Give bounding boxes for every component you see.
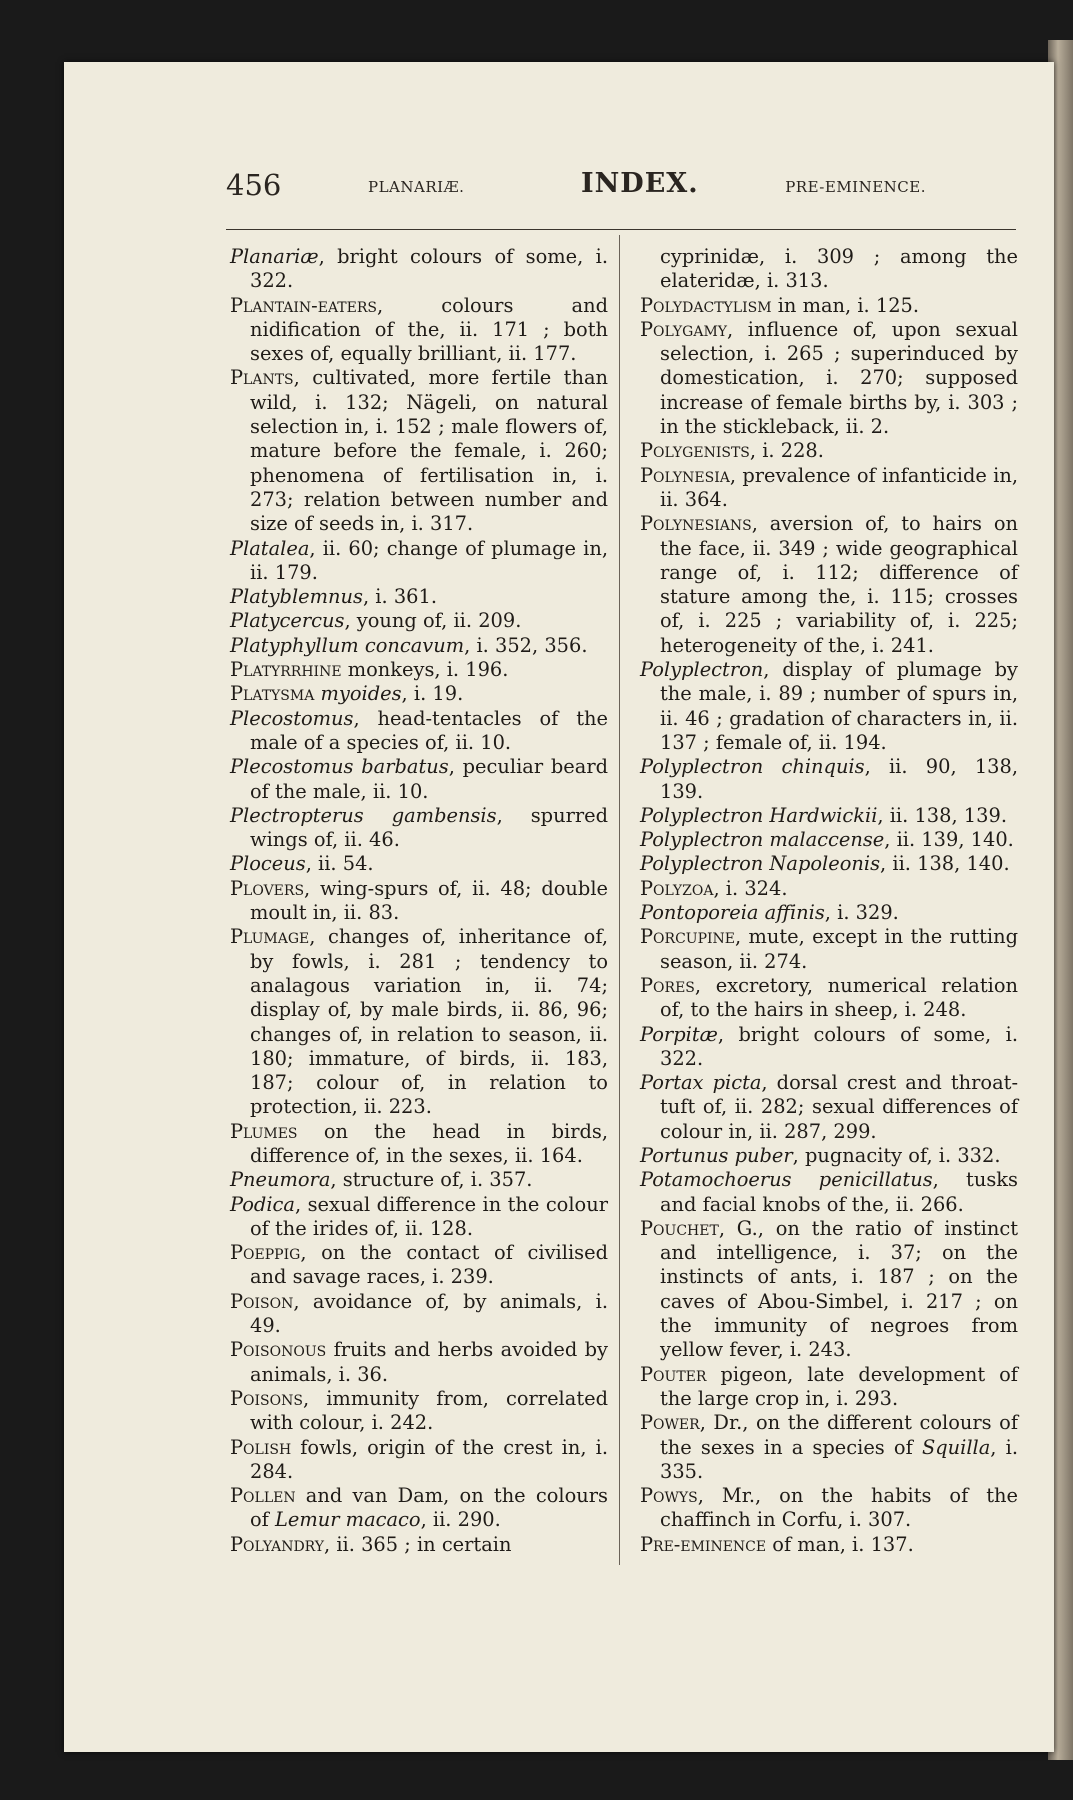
entry-heading: Poison xyxy=(230,1289,294,1313)
entry-heading: Polygamy xyxy=(640,317,728,341)
entry-text: , i. 228. xyxy=(749,439,824,463)
entry-text: , dorsal crest and throat-tuft of, ii. 282; sexual differences of colour in, ii. 287, 299. xyxy=(660,1071,1018,1143)
entry-heading: Polydactylism xyxy=(640,293,772,317)
index-entry xyxy=(640,1363,1018,1412)
entry-text: , Mr., on the habits of the chaffinch in Corfu, i. 307. xyxy=(660,1484,1018,1532)
entry-text: , ii. 138, 139. xyxy=(877,803,1007,827)
index-entry xyxy=(230,294,608,367)
entry-heading: Platysma xyxy=(230,682,315,706)
entry-text: on the head in birds, difference of, in the sexes, ii. 164. xyxy=(250,1119,608,1167)
entry-heading: Powys xyxy=(640,1484,698,1508)
entry-text: , influence of, upon sexual selection, i. 265 ; superinduced by domestication, i. 270; supposed increase of female births by, i. 303 ; in the stickleback, ii. 2. xyxy=(660,317,1018,439)
entry-heading: Planariæ xyxy=(230,245,319,268)
entry-heading: Plants xyxy=(230,366,294,390)
index-entry xyxy=(230,658,608,682)
entry-text: , ii. 54. xyxy=(305,852,374,876)
index-entry xyxy=(640,245,1018,294)
entry-heading: Power xyxy=(640,1411,700,1435)
entry-text: , ii. 139, 140. xyxy=(884,828,1014,852)
index-entry xyxy=(230,1387,608,1436)
entry-text: in man, i. 125. xyxy=(771,293,920,317)
entry-heading: Polyplectron malaccense xyxy=(640,828,885,852)
entry-heading: Polynesians xyxy=(640,512,752,536)
entry-text: , peculiar beard of the male, ii. 10. xyxy=(250,755,608,803)
entry-text: , Dr., on the different colours of the sexes in a species of xyxy=(660,1411,1018,1459)
column-divider xyxy=(619,235,620,1565)
index-entry xyxy=(640,901,1018,925)
index-entry xyxy=(230,585,608,609)
index-entry xyxy=(230,245,608,294)
entry-heading: Plantain-eaters xyxy=(230,293,377,317)
entry-text: , colours and nidification of the, ii. 171 ; both sexes of, equally brilliant, ii. 177. xyxy=(250,293,608,366)
entry-text: , display of plumage by the male, i. 89 ; number of spurs in, ii. 46 ; gradation of characters in, ii. 137 ; female of, ii. 194. xyxy=(660,658,1018,754)
index-entry xyxy=(230,1193,608,1242)
entry-heading: Polyandry xyxy=(230,1532,325,1556)
entry-text: , prevalence of infanticide in, ii. 364. xyxy=(660,463,1018,511)
index-entry xyxy=(640,925,1018,974)
entry-text: , on the contact of civilised and savage races, i. 239. xyxy=(250,1241,608,1289)
entry-heading: Poisons xyxy=(230,1386,303,1410)
entry-italic: Lemur macaco xyxy=(275,1508,421,1532)
entry-text: , avoidance of, by animals, i. 49. xyxy=(250,1289,608,1338)
entry-heading: Plovers xyxy=(230,876,305,900)
index-entry xyxy=(640,1023,1018,1072)
index-entry xyxy=(230,1484,608,1533)
entry-heading: Pneumora xyxy=(230,1168,331,1192)
entry-text: , pugnacity of, i. 332. xyxy=(792,1143,1001,1167)
index-entry xyxy=(640,1484,1018,1533)
entry-heading: Polynesia xyxy=(640,463,730,487)
entry-text: , tusks and facial knobs of the, ii. 266. xyxy=(660,1168,1018,1216)
entry-heading: Platalea xyxy=(230,536,310,560)
index-entry xyxy=(640,1411,1018,1484)
entry-heading: Pre-eminence xyxy=(640,1532,767,1556)
entry-text: , young of, ii. 209. xyxy=(344,609,522,633)
index-entry xyxy=(640,1533,1018,1557)
entry-text: , spurred wings of, ii. 46. xyxy=(250,803,609,852)
entry-heading: Platyrrhine xyxy=(230,658,342,682)
index-entry xyxy=(230,366,608,536)
entry-text: , ii. 90, 138, 139. xyxy=(660,755,1019,803)
entry-heading: Pores xyxy=(640,973,695,997)
index-entry xyxy=(230,682,608,706)
index-entry xyxy=(230,877,608,926)
entry-heading: Plumage xyxy=(230,925,310,949)
entry-text: , bright colours of some, i. 322. xyxy=(660,1022,1018,1070)
entry-text: , aversion of, to hairs on the face, ii. 349 ; wide geographical range of, i. 112; difference of stature among the, i. 115; crosses of, i. 225 ; variability of, i. 225; heterogeneity of the, i. 241. xyxy=(660,512,1018,657)
index-entry xyxy=(640,512,1018,658)
entry-text: of man, i. 137. xyxy=(766,1532,914,1556)
index-entry xyxy=(230,755,608,804)
entry-heading: Pouchet xyxy=(640,1216,719,1240)
entry-heading: Platyblemnus xyxy=(230,585,363,609)
index-entry xyxy=(230,537,608,586)
index-entry xyxy=(230,1241,608,1290)
index-entry xyxy=(230,1168,608,1192)
index-entry xyxy=(640,1144,1018,1168)
entry-text: , ii. 138, 140. xyxy=(880,852,1010,876)
entry-text: , changes of, inheritance of, by fowls, i. 281 ; tendency to analagous variation in, ii. 74; display of, by male birds, ii. 86, 96; changes of, in relation to season, ii. 180; immature, of birds, ii. 183, 187; colour of, in relation to protection, ii. 223. xyxy=(250,925,608,1119)
entry-text: fruits and herbs avoided by animals, i. 36. xyxy=(250,1338,608,1386)
entry-italic: myoides xyxy=(320,682,402,706)
entry-text: and van Dam, on the colours of xyxy=(250,1484,608,1532)
index-entry xyxy=(230,707,608,756)
left-column xyxy=(230,245,608,1557)
entry-heading: Polyplectron chinquis xyxy=(640,755,865,779)
index-entry xyxy=(230,1290,608,1339)
entry-heading: Porpitæ xyxy=(640,1022,718,1046)
entry-text: , bright colours of some, i. 322. xyxy=(250,245,608,293)
entry-heading: Plectropterus gambensis xyxy=(230,803,497,827)
index-entry xyxy=(640,852,1018,876)
entry-text: monkeys, i. 196. xyxy=(341,658,509,682)
entry-heading: Plecostomus barbatus xyxy=(230,755,449,779)
entry-text-end: , ii. 290. xyxy=(420,1508,501,1532)
entry-text: , ii. 365 ; in certain xyxy=(324,1532,512,1556)
entry-text: , i. 324. xyxy=(713,876,788,900)
entry-heading: Plumes xyxy=(230,1119,298,1143)
header-rule xyxy=(226,229,1016,230)
right-running-head: PRE-EMINENCE. xyxy=(785,178,926,196)
entry-text: cyprinidæ, i. 309 ; among the elateridæ, i. 313. xyxy=(660,245,1018,293)
index-entry xyxy=(230,852,608,876)
index-entry xyxy=(230,634,608,658)
entry-text: , G., on the ratio of instinct and intelligence, i. 37; on the instincts of ants, i. 187 ; on the caves of Abou-Simbel, i. 217 ; on the immunity of negroes from yellow fever, i. 243. xyxy=(660,1216,1018,1362)
index-entry xyxy=(230,804,608,853)
index-entry xyxy=(230,1338,608,1387)
index-entry xyxy=(640,974,1018,1023)
entry-heading: Portunus puber xyxy=(640,1143,793,1167)
index-entry xyxy=(230,1533,608,1557)
entry-heading: Pollen xyxy=(230,1484,296,1508)
entry-text: , head-tentacles of the male of a species of, ii. 10. xyxy=(250,706,608,754)
index-entry xyxy=(640,877,1018,901)
entry-text: , excretory, numerical relation of, to the hairs in sheep, i. 248. xyxy=(660,973,1018,1022)
entry-heading: Polygenists xyxy=(640,439,750,463)
page-number: 456 xyxy=(226,168,282,202)
entry-text: , ii. 60; change of plumage in, ii. 179. xyxy=(250,536,608,584)
index-entry xyxy=(640,439,1018,463)
entry-italic: Squilla xyxy=(921,1435,991,1459)
index-entry xyxy=(640,294,1018,318)
entry-heading: Polyplectron xyxy=(640,658,764,682)
page-title: INDEX. xyxy=(581,168,699,199)
index-entry xyxy=(640,828,1018,852)
index-entry xyxy=(640,1217,1018,1363)
entry-heading: Pouter xyxy=(640,1362,707,1386)
left-running-head: PLANARIÆ. xyxy=(368,178,465,196)
index-entry xyxy=(640,804,1018,828)
entry-heading: Polyzoa xyxy=(640,876,714,900)
index-entry xyxy=(230,1436,608,1485)
entry-text: , immunity from, correlated with colour, i. 242. xyxy=(250,1386,608,1435)
index-entry xyxy=(640,318,1018,439)
entry-heading: Podica xyxy=(230,1192,295,1216)
entry-text-end: , i. 335. xyxy=(660,1435,1018,1483)
right-column xyxy=(640,245,1018,1557)
entry-heading: Plecostomus xyxy=(230,706,354,730)
index-entry xyxy=(640,1071,1018,1144)
entry-text: , sexual difference in the colour of the irides of, ii. 128. xyxy=(250,1192,608,1240)
entry-text: , i. 329. xyxy=(824,901,899,925)
index-entry xyxy=(230,925,608,1119)
index-entry xyxy=(640,658,1018,755)
entry-heading: Poeppig xyxy=(230,1241,301,1265)
index-entry xyxy=(640,1168,1018,1217)
entry-heading: Porcupine xyxy=(640,925,735,949)
entry-text: , wing-spurs of, ii. 48; double moult in, ii. 83. xyxy=(250,876,608,925)
entry-text: , i. 361. xyxy=(362,585,437,609)
entry-text: fowls, origin of the crest in, i. 284. xyxy=(250,1435,608,1483)
entry-text: , structure of, i. 357. xyxy=(330,1168,533,1192)
entry-heading: Portax picta xyxy=(640,1071,762,1095)
entry-heading: Polyplectron Hardwickii xyxy=(640,803,878,827)
entry-heading: Potamochoerus penicillatus xyxy=(640,1168,933,1192)
entry-heading: Poisonous xyxy=(230,1338,327,1362)
entry-heading: Ploceus xyxy=(230,852,306,876)
index-entry xyxy=(640,755,1018,804)
index-entry xyxy=(230,609,608,633)
entry-text: , mute, except in the rutting season, ii. 274. xyxy=(660,925,1018,973)
entry-heading: Platyphyllum concavum xyxy=(230,633,465,657)
entry-heading: Polish xyxy=(230,1435,292,1459)
entry-text: , i. 19. xyxy=(401,682,464,706)
index-entry xyxy=(640,464,1018,513)
index-entry xyxy=(230,1120,608,1169)
running-header xyxy=(226,164,926,214)
entry-heading: Pontoporeia affinis xyxy=(640,901,825,925)
entry-text: , cultivated, more fertile than wild, i. 132; Nägeli, on natural selection in, i. 152 ; male flowers of, mature before the female, i. 260; phenomena of fertilisation in, i. 273; relation between number and size of seeds in, i. 317. xyxy=(250,366,608,536)
entry-text: pigeon, late development of the large crop in, i. 293. xyxy=(660,1362,1018,1410)
entry-heading: Polyplectron Napoleonis xyxy=(640,852,881,876)
entry-text: , i. 352, 356. xyxy=(464,633,588,657)
entry-heading: Platycercus xyxy=(230,609,345,633)
